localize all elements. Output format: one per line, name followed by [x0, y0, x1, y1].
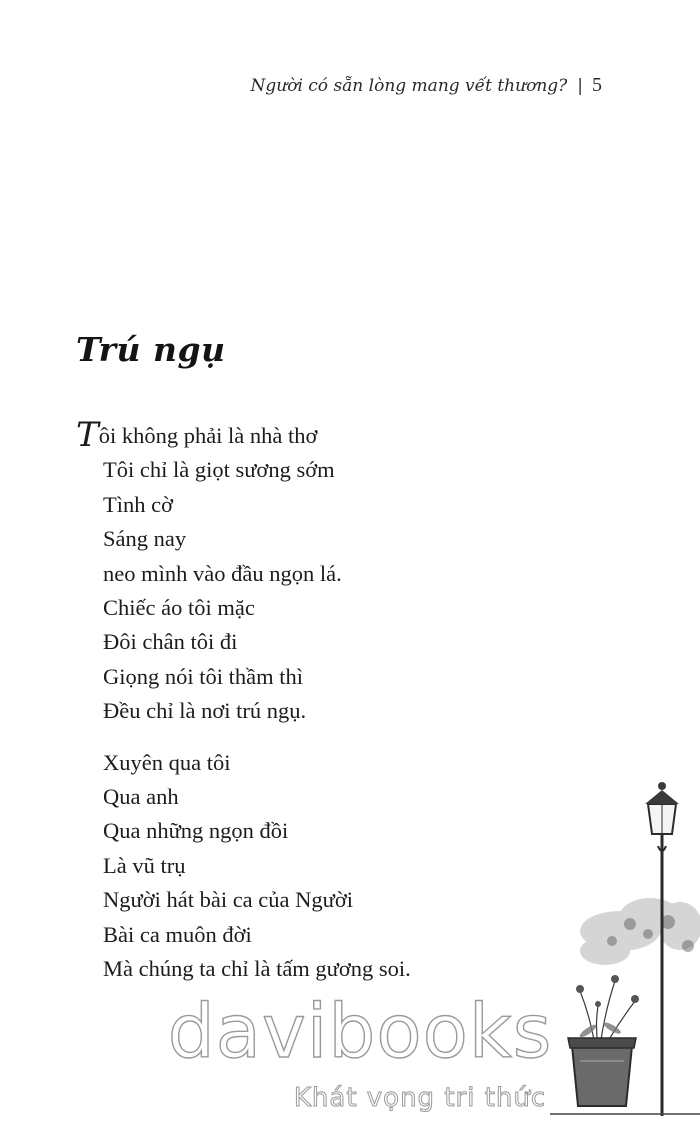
- poem-line: neo mình vào đầu ngọn lá.: [103, 560, 342, 586]
- poem-line: Tình cờ: [103, 491, 174, 517]
- header-separator: |: [577, 76, 583, 96]
- poem-line: Đôi chân tôi đi: [103, 629, 238, 655]
- drop-cap: T: [76, 415, 99, 455]
- page-number: 5: [592, 74, 602, 96]
- running-title: Người có sẵn lòng mang vết thương?: [250, 76, 568, 96]
- poem-line: Bài ca muôn đời: [103, 921, 252, 947]
- poem-line: Mà chúng ta chỉ là tấm gương soi.: [103, 956, 411, 982]
- poem-line: Người hát bài ca của Người: [103, 887, 353, 913]
- poem-line: Sáng nay: [103, 526, 187, 552]
- poem-line: Là vũ trụ: [103, 852, 186, 878]
- stanza-2: [103, 746, 411, 987]
- poem-line: Chiếc áo tôi mặc: [103, 595, 255, 621]
- first-line-text: ôi không phải là nhà thơ: [98, 423, 318, 448]
- street-lamp-flower-pot-icon: [550, 776, 700, 1126]
- poem-line: [76, 415, 411, 455]
- running-header: [251, 74, 603, 97]
- poem-line: Qua những ngọn đồi: [103, 818, 289, 844]
- poem-line: Qua anh: [103, 784, 179, 810]
- watermark: [150, 989, 570, 1113]
- poem-line: Xuyên qua tôi: [103, 749, 231, 775]
- poem-line: Đều chỉ là nơi trú ngụ.: [103, 698, 307, 724]
- stanza-1: [76, 415, 411, 729]
- poem-body: [76, 415, 411, 987]
- poem-title: Trú ngụ: [76, 330, 226, 369]
- poem-line: Tôi chỉ là giọt sương sớm: [103, 457, 335, 483]
- watermark-tagline: Khát vọng tri thức: [293, 1083, 547, 1113]
- watermark-brand: davibooks: [167, 989, 553, 1075]
- poem-line: Giọng nói tôi thầm thì: [103, 663, 303, 689]
